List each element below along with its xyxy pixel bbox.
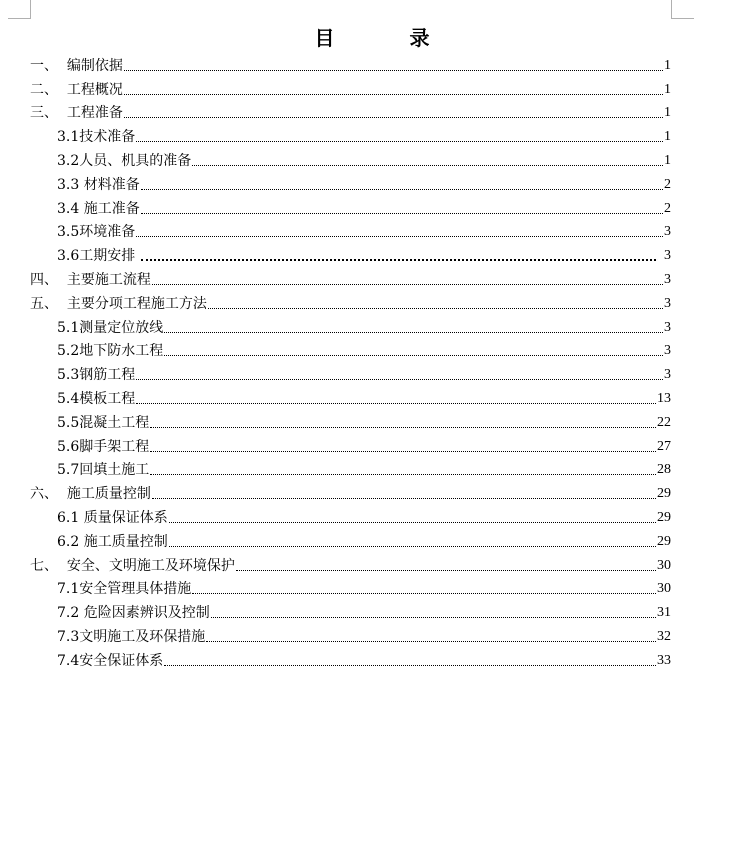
toc-entry-page-number[interactable]: 2 xyxy=(664,176,671,192)
toc-entry[interactable] xyxy=(30,384,671,408)
toc-entry-page-number[interactable]: 29 xyxy=(657,509,671,525)
toc-entry[interactable] xyxy=(30,99,671,123)
toc-entry[interactable] xyxy=(30,456,671,480)
toc-entry-page-number[interactable]: 3 xyxy=(664,367,671,383)
toc-entry-label[interactable]: 5.1测量定位放线 xyxy=(57,319,164,336)
toc-entry[interactable] xyxy=(30,122,671,146)
toc-entry-label[interactable]: 5.7回填土施工 xyxy=(57,462,150,479)
toc-dot-leader xyxy=(208,308,663,309)
toc-title-char-2: 录 xyxy=(409,26,431,50)
toc-entry[interactable] xyxy=(30,289,671,313)
toc-entry-label[interactable]: 7.4安全保证体系 xyxy=(57,652,164,669)
toc-entry-page-number[interactable]: 13 xyxy=(657,390,671,406)
toc-dot-leader xyxy=(164,355,663,356)
toc-entry-page-number[interactable]: 27 xyxy=(657,438,671,454)
toc-entry[interactable] xyxy=(30,360,671,384)
toc-entry-page-number[interactable]: 3 xyxy=(664,343,671,359)
toc-dot-leader xyxy=(206,641,656,642)
toc-entry-page-number[interactable]: 29 xyxy=(657,533,671,549)
toc-entry-page-number[interactable]: 29 xyxy=(657,486,671,502)
toc-entry-label[interactable]: 三、 工程准备 xyxy=(30,105,123,122)
toc-entry-label[interactable]: 7.1安全管理具体措施 xyxy=(57,581,192,598)
toc-entry-label[interactable]: 5.6脚手架工程 xyxy=(57,438,150,455)
toc-dot-leader xyxy=(124,70,663,71)
toc-dot-leader xyxy=(124,94,663,95)
toc-entry-label[interactable]: 3.6工期安排 xyxy=(57,248,136,265)
toc-entry-page-number[interactable]: 2 xyxy=(664,200,671,216)
toc-entry-label[interactable]: 6.2 施工质量控制 xyxy=(57,533,168,550)
toc-entry-label[interactable]: 五、 主要分项工程施工方法 xyxy=(30,295,207,312)
toc-entry-page-number[interactable]: 33 xyxy=(657,652,671,668)
toc-entry[interactable] xyxy=(30,432,671,456)
toc-dot-leader xyxy=(136,379,663,380)
toc-dot-leader xyxy=(192,165,663,166)
toc-entry-page-number[interactable]: 3 xyxy=(664,319,671,335)
toc-entry[interactable] xyxy=(30,194,671,218)
toc-entry-page-number[interactable]: 1 xyxy=(664,81,671,97)
toc-dot-leader xyxy=(152,498,656,499)
toc-entry[interactable] xyxy=(30,527,671,551)
toc-entry[interactable] xyxy=(30,551,671,575)
toc-dot-leader xyxy=(192,593,656,594)
toc-dot-leader xyxy=(169,546,656,547)
toc-entry-page-number[interactable]: 32 xyxy=(657,628,671,644)
toc-entry-label[interactable]: 7.3文明施工及环保措施 xyxy=(57,628,206,645)
toc-entry[interactable] xyxy=(30,51,671,75)
toc-entry[interactable] xyxy=(30,75,671,99)
toc-dot-leader xyxy=(141,259,656,261)
toc-entry-label[interactable]: 3.4 施工准备 xyxy=(57,200,140,217)
toc-dot-leader xyxy=(136,141,663,142)
toc-entry-label[interactable]: 四、 主要施工流程 xyxy=(30,271,151,288)
toc-entry-page-number[interactable]: 28 xyxy=(657,462,671,478)
toc-entry-page-number[interactable]: 1 xyxy=(664,129,671,145)
toc-dot-leader xyxy=(211,617,656,618)
toc-entry-label[interactable]: 二、 工程概况 xyxy=(30,81,123,98)
toc-dot-leader xyxy=(150,474,656,475)
toc-entry-page-number[interactable]: 1 xyxy=(664,152,671,168)
toc-dot-leader xyxy=(164,665,656,666)
toc-dot-leader xyxy=(169,522,656,523)
toc-dot-leader xyxy=(150,451,656,452)
toc-entry[interactable] xyxy=(30,218,671,242)
toc-dot-leader xyxy=(150,427,656,428)
toc-dot-leader xyxy=(152,284,663,285)
toc-entry[interactable] xyxy=(30,313,671,337)
toc-entry-page-number[interactable]: 30 xyxy=(657,557,671,573)
toc-entry-label[interactable]: 六、 施工质量控制 xyxy=(30,486,151,503)
toc-dot-leader xyxy=(136,236,663,237)
toc-entry-page-number[interactable]: 22 xyxy=(657,414,671,430)
toc-dot-leader xyxy=(236,570,656,571)
toc-entry[interactable] xyxy=(30,622,671,646)
toc-entry-label[interactable]: 5.2地下防水工程 xyxy=(57,343,164,360)
toc-entry[interactable] xyxy=(30,575,671,599)
toc-entry-page-number[interactable]: 31 xyxy=(657,605,671,621)
toc-dot-leader xyxy=(164,332,663,333)
toc-dot-leader xyxy=(141,189,663,190)
toc-entry-page-number[interactable]: 1 xyxy=(664,57,671,73)
toc-entry-label[interactable]: 6.1 质量保证体系 xyxy=(57,509,168,526)
page-corner-top-right xyxy=(671,0,694,19)
toc-entry-page-number[interactable]: 3 xyxy=(664,271,671,287)
toc-entry[interactable] xyxy=(30,170,671,194)
toc-entry[interactable] xyxy=(30,241,671,265)
toc-entry-page-number[interactable]: 1 xyxy=(664,105,671,121)
toc-entry-label[interactable]: 一、 编制依据 xyxy=(30,57,123,74)
toc-entry-page-number[interactable]: 3 xyxy=(664,224,671,240)
toc-entry[interactable] xyxy=(30,337,671,361)
toc-entry-label[interactable]: 5.3钢筋工程 xyxy=(57,367,136,384)
toc-entry[interactable] xyxy=(30,598,671,622)
toc-entry-page-number[interactable]: 30 xyxy=(657,581,671,597)
toc-entry-label[interactable]: 七、 安全、文明施工及环境保护 xyxy=(30,557,235,574)
toc-entry-page-number[interactable]: 3 xyxy=(664,295,671,311)
toc-title xyxy=(0,22,745,51)
toc-entry[interactable] xyxy=(30,265,671,289)
toc-entry[interactable] xyxy=(30,503,671,527)
toc-dot-leader xyxy=(136,403,656,404)
toc-entry[interactable] xyxy=(30,646,671,670)
toc-entry-label[interactable]: 5.5混凝土工程 xyxy=(57,414,150,431)
toc-entry-label[interactable]: 3.3 材料准备 xyxy=(57,176,140,193)
toc-title-char-1: 目 xyxy=(314,26,336,50)
toc-entry[interactable] xyxy=(30,479,671,503)
toc-entry[interactable] xyxy=(30,408,671,432)
table-of-contents xyxy=(30,51,671,670)
toc-entry-label[interactable]: 5.4模板工程 xyxy=(57,390,136,407)
toc-entry-label[interactable]: 7.2 危险因素辨识及控制 xyxy=(57,605,210,622)
toc-entry[interactable] xyxy=(30,146,671,170)
toc-entry-page-number[interactable]: 3 xyxy=(664,248,671,264)
page-corner-top-left xyxy=(8,0,31,19)
toc-dot-leader xyxy=(124,117,663,118)
toc-entry-label[interactable]: 3.1技术准备 xyxy=(57,129,136,146)
toc-entry-label[interactable]: 3.2人员、机具的准备 xyxy=(57,152,192,169)
toc-entry-label[interactable]: 3.5环境准备 xyxy=(57,224,136,241)
toc-dot-leader xyxy=(141,213,663,214)
